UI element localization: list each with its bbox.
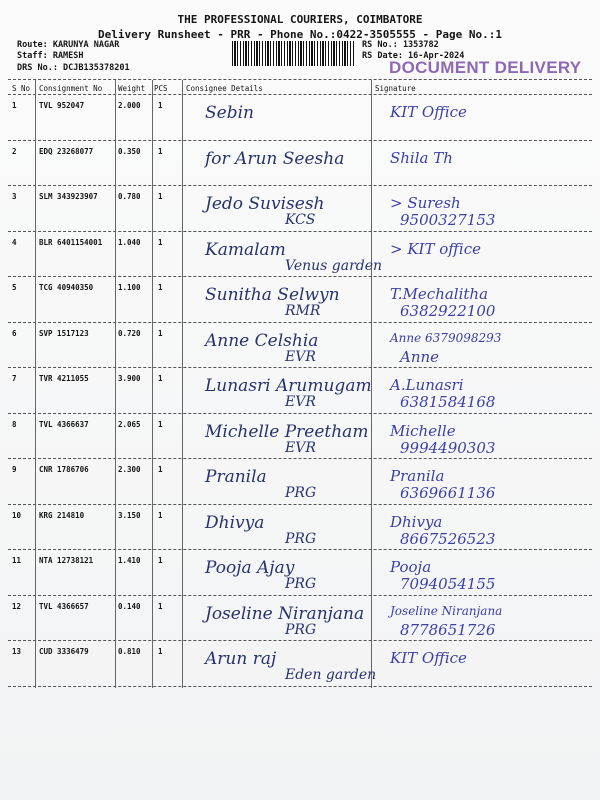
row-divider (8, 276, 592, 277)
row-weight: 1.410 (118, 556, 141, 565)
row-pcs: 1 (158, 283, 163, 292)
consignee-handwriting: EVR (285, 439, 316, 456)
signature-handwriting: Dhivya (390, 512, 443, 531)
signature-handwriting: Shila Th (390, 148, 453, 167)
signature-handwriting: 6381584168 (400, 393, 496, 411)
row-weight: 0.350 (118, 146, 141, 156)
row-divider (8, 595, 592, 596)
rs-date: RS Date: 16-Apr-2024 (362, 51, 465, 61)
row-divider (8, 185, 592, 186)
row-pcs: 1 (158, 510, 163, 520)
document-subtitle: Delivery Runsheet - PRR - Phone No.:0422-3505555 - Page No.:1 (98, 28, 502, 41)
row-pcs: 1 (158, 146, 163, 156)
consignee-handwriting: Dhivya (205, 512, 265, 533)
row-weight: 2.000 (118, 101, 141, 110)
col-divider (35, 80, 36, 688)
row-weight: 0.720 (118, 328, 141, 338)
consignee-handwriting: PRG (285, 576, 317, 592)
consignee-handwriting: Lunasri Arumugam (205, 376, 372, 396)
row-pcs: 1 (158, 328, 163, 338)
signature-handwriting: KIT Office (390, 103, 467, 121)
row-weight: 1.100 (118, 283, 141, 292)
consignee-handwriting: EVR (285, 394, 316, 410)
row-consignment-no: NTA 12738121 (39, 556, 94, 565)
signature-handwriting: 9994490303 (400, 438, 496, 457)
row-sno: 10 (12, 510, 22, 520)
signature-handwriting: Joseline Niranjana (390, 603, 503, 618)
row-pcs: 1 (158, 192, 163, 201)
signature-handwriting: Pooja (390, 558, 432, 576)
signature-handwriting: 8667526523 (400, 529, 496, 548)
row-consignment-no: TVL 952047 (39, 101, 85, 110)
consignee-handwriting: Arun raj (205, 649, 277, 669)
row-pcs: 1 (158, 647, 163, 656)
row-consignment-no: TVR 4211055 (39, 374, 89, 383)
row-weight: 0.780 (118, 192, 141, 201)
row-divider (8, 231, 592, 232)
consignee-handwriting: Sunitha Selwyn (205, 285, 340, 305)
col-header-consignment: Consignment No (39, 84, 103, 93)
signature-handwriting: 9500327153 (400, 211, 496, 229)
row-divider (8, 367, 592, 368)
signature-handwriting: Anne (400, 347, 440, 366)
row-sno: 5 (12, 283, 17, 292)
consignee-handwriting: EVR (285, 348, 316, 365)
signature-handwriting: 6369661136 (400, 484, 496, 502)
route-label: Route: KARUNYA NAGAR (17, 40, 120, 50)
staff-label: Staff: RAMESH (17, 51, 84, 61)
row-divider (8, 640, 592, 641)
consignee-handwriting: for Arun Seesha (205, 148, 345, 169)
row-sno: 1 (12, 101, 17, 110)
row-sno: 9 (12, 465, 17, 474)
row-divider (8, 140, 592, 141)
col-divider (152, 80, 153, 688)
consignee-handwriting: Venus garden (285, 257, 383, 274)
row-weight: 2.300 (118, 465, 141, 474)
consignee-handwriting: Pranila (205, 467, 267, 487)
row-consignment-no: BLR 6401154001 (39, 237, 103, 247)
consignee-handwriting: KCS (285, 212, 316, 228)
row-pcs: 1 (158, 237, 163, 247)
consignee-handwriting: Kamalam (205, 239, 286, 260)
consignee-handwriting: Michelle Preetham (205, 421, 369, 442)
row-consignment-no: TVL 4366637 (39, 419, 89, 429)
consignee-handwriting: PRG (285, 485, 317, 501)
row-divider (8, 686, 592, 687)
signature-handwriting: > Suresh (390, 194, 461, 212)
document-title: THE PROFESSIONAL COURIERS, COIMBATORE (177, 13, 423, 26)
signature-handwriting: KIT Office (390, 649, 467, 667)
consignee-handwriting: Jedo Suvisesh (205, 194, 325, 214)
row-pcs: 1 (158, 601, 163, 611)
col-header-signature: Signature (375, 84, 416, 93)
header-top-rule (8, 79, 592, 80)
row-divider (8, 549, 592, 550)
row-sno: 11 (12, 556, 22, 565)
document-delivery-stamp: DOCUMENT DELIVERY (389, 58, 582, 77)
header-bottom-rule (8, 94, 592, 95)
signature-handwriting: Anne 6379098293 (390, 330, 502, 345)
col-header-sno: S No (12, 84, 31, 93)
col-header-pcs: PCS (154, 84, 168, 93)
row-divider (8, 458, 592, 459)
signature-handwriting: > KIT office (390, 239, 481, 258)
row-consignment-no: EDQ 23268077 (39, 146, 94, 156)
signature-handwriting: 6382922100 (400, 302, 496, 320)
col-divider (182, 80, 183, 688)
row-pcs: 1 (158, 465, 163, 474)
row-weight: 3.150 (118, 510, 141, 520)
consignee-handwriting: PRG (285, 621, 317, 638)
row-weight: 3.900 (118, 374, 141, 383)
consignee-handwriting: PRG (285, 530, 317, 547)
barcode (232, 41, 354, 66)
signature-handwriting: A.Lunasri (390, 376, 464, 394)
row-consignment-no: TVL 4366657 (39, 601, 89, 611)
row-sno: 13 (12, 647, 22, 656)
rs-number: RS No.: 1353782 (362, 40, 439, 50)
row-sno: 4 (12, 237, 17, 247)
row-consignment-no: TCG 40940350 (39, 283, 94, 292)
row-weight: 2.065 (118, 419, 141, 429)
col-header-consignee: Consignee Details (186, 84, 263, 93)
row-consignment-no: SLM 343923907 (39, 192, 98, 201)
signature-handwriting: 7094054155 (400, 575, 496, 593)
row-sno: 12 (12, 601, 22, 611)
row-consignment-no: CUD 3336479 (39, 647, 89, 656)
consignee-handwriting: Joseline Niranjana (205, 603, 365, 624)
row-sno: 7 (12, 374, 17, 383)
row-weight: 0.140 (118, 601, 141, 611)
row-consignment-no: CNR 1786706 (39, 465, 89, 474)
row-weight: 1.040 (118, 237, 141, 247)
signature-handwriting: 8778651726 (400, 620, 496, 639)
consignee-handwriting: Anne Celshia (205, 330, 319, 351)
row-sno: 8 (12, 419, 17, 429)
row-pcs: 1 (158, 374, 163, 383)
row-consignment-no: KRG 214810 (39, 510, 85, 520)
row-pcs: 1 (158, 101, 163, 110)
row-divider (8, 322, 592, 323)
row-sno: 3 (12, 192, 17, 201)
row-pcs: 1 (158, 419, 163, 429)
row-consignment-no: SVP 1517123 (39, 328, 89, 338)
row-divider (8, 504, 592, 505)
consignee-handwriting: Pooja Ajay (205, 558, 295, 578)
col-divider (115, 80, 116, 688)
col-header-weight: Weight (118, 84, 146, 93)
row-pcs: 1 (158, 556, 163, 565)
signature-handwriting: Pranila (390, 467, 445, 485)
consignee-handwriting: Sebin (205, 103, 254, 123)
consignee-handwriting: RMR (285, 303, 321, 319)
signature-handwriting: Michelle (390, 421, 456, 440)
drs-number: DRS No.: DCJB135378201 (17, 63, 130, 73)
row-weight: 0.810 (118, 647, 141, 656)
row-sno: 6 (12, 328, 17, 338)
row-divider (8, 413, 592, 414)
signature-handwriting: T.Mechalitha (390, 285, 489, 303)
consignee-handwriting: Eden garden (285, 667, 377, 683)
row-sno: 2 (12, 146, 17, 156)
